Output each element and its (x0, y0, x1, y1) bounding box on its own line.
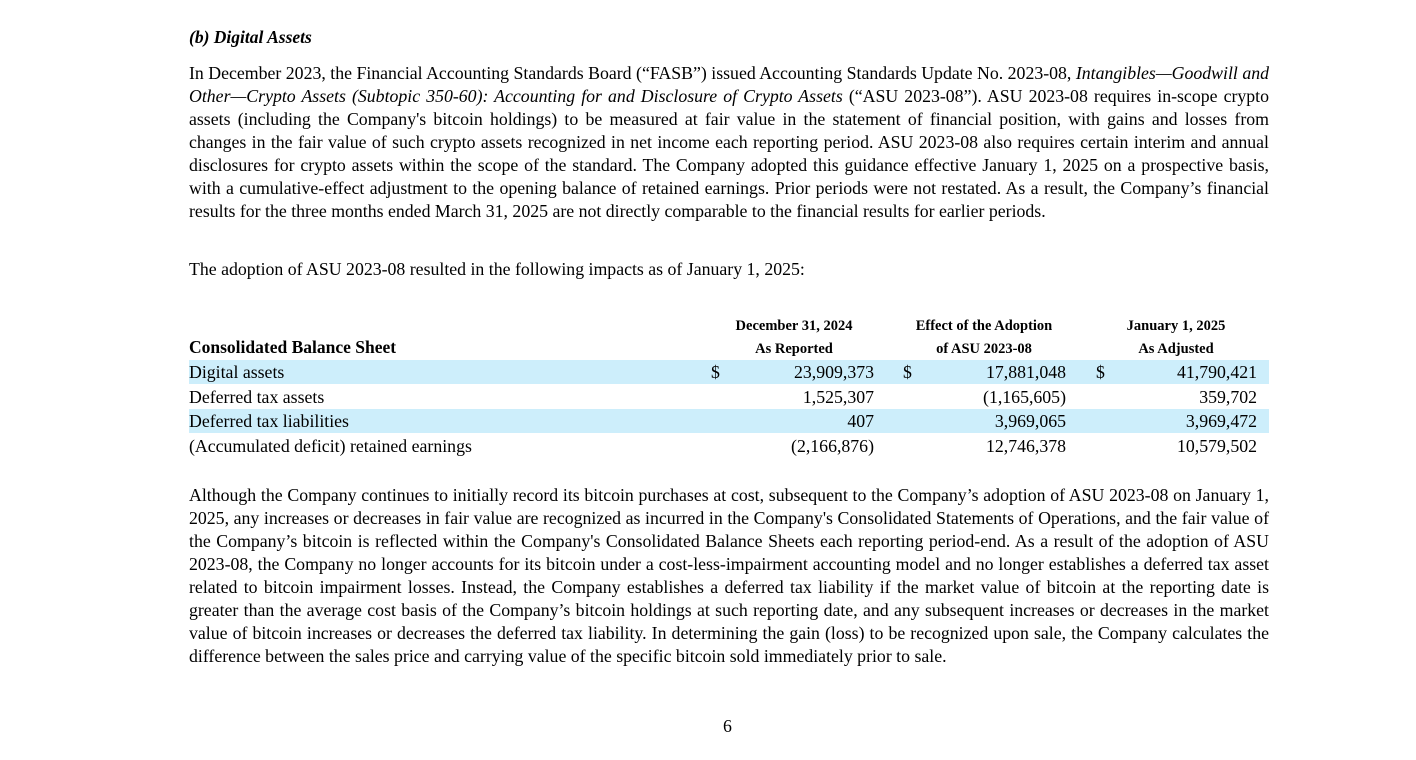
currency-symbol: $ (711, 362, 720, 382)
table-row (189, 409, 1269, 433)
asu-title-italic: Intangibles—Goodwill and Other—Crypto Assets (Subtopic 350-60): Accounting for and Disclosure of Crypto Assets (189, 63, 1269, 106)
table-row (189, 360, 1269, 384)
cell-as-reported: 407 (847, 411, 874, 431)
cell-as-adjusted: 3,969,472 (1185, 411, 1257, 431)
table-row (189, 385, 1269, 409)
column-header-as-adjusted (1094, 315, 1258, 362)
row-label: Deferred tax assets (189, 387, 325, 407)
column-header-as-reported (712, 315, 876, 362)
column-header-line2: As Reported (712, 338, 876, 362)
cell-effect: 17,881,048 (985, 362, 1066, 382)
adoption-paragraph (189, 62, 1269, 223)
column-header-line2: As Adjusted (1094, 338, 1258, 362)
cell-as-reported: (2,166,876) (791, 436, 874, 456)
currency-symbol: $ (903, 362, 912, 382)
row-label: Deferred tax liabilities (189, 411, 349, 431)
page-number: 6 (723, 716, 732, 736)
cell-as-adjusted: 10,579,502 (1176, 436, 1257, 456)
cell-effect: 3,969,065 (994, 411, 1066, 431)
cell-as-reported: 1,525,307 (802, 387, 874, 407)
adoption-paragraph-text-2: (“ASU 2023-08”). ASU 2023-08 requires in-scope crypto assets (including the Company's bitcoin holdings) to be measured at fair value in the statement of financial position, with gains and losses from changes in the fair value of such crypto assets recognized in net income each reporting period. ASU 2023-08 also requires certain interim and annual disclosures for crypto assets within the scope of the standard. The Company adopted this guidance effective January 1, 2025 on a prospective basis, with a cumulative-effect adjustment to the opening balance of retained earnings. Prior periods were not restated. As a result, the Company’s financial results for the three months ended March 31, 2025 are not directly comparable to the financial results for earlier periods. (189, 86, 1269, 221)
cell-effect: (1,165,605) (983, 387, 1066, 407)
row-label: (Accumulated deficit) retained earnings (189, 436, 472, 456)
column-header-line1: Effect of the Adoption (915, 318, 1053, 334)
row-label: Digital assets (189, 362, 285, 382)
column-header-line1: January 1, 2025 (1126, 318, 1226, 334)
column-header-line2: of ASU 2023-08 (902, 338, 1066, 362)
currency-symbol: $ (1096, 362, 1105, 382)
cell-as-adjusted: 359,702 (1199, 387, 1257, 407)
cell-as-adjusted: 41,790,421 (1176, 362, 1257, 382)
column-header-line1: December 31, 2024 (735, 318, 853, 334)
cell-as-reported: 23,909,373 (793, 362, 874, 382)
adoption-paragraph-text-1: In December 2023, the Financial Accounting Standards Board (“FASB”) issued Accounting Standards Update No. 2023-08, (189, 63, 1076, 83)
table-row (189, 434, 1269, 458)
section-heading: (b) Digital Assets (189, 27, 312, 47)
column-header-effect-of-adoption (902, 315, 1066, 362)
impacts-intro-paragraph: The adoption of ASU 2023-08 resulted in the following impacts as of January 1, 2025: (189, 259, 805, 279)
cell-effect: 12,746,378 (985, 436, 1066, 456)
fair-value-paragraph: Although the Company continues to initially record its bitcoin purchases at cost, subsequent to the Company’s adoption of ASU 2023-08 on January 1, 2025, any increases or decreases in fair value are recognized as incurred in the Company's Consolidated Statements of Operations, and the fair value of the Company’s bitcoin is reflected within the Company's Consolidated Balance Sheets each reporting period-end. As a result of the adoption of ASU 2023-08, the Company no longer accounts for its bitcoin under a cost-less-impairment accounting model and no longer establishes a deferred tax asset related to bitcoin impairment losses. Instead, the Company establishes a deferred tax liability if the market value of bitcoin at the reporting date is greater than the average cost basis of the Company’s bitcoin holdings at such reporting date, and any subsequent increases or decreases in the market value of bitcoin increases or decreases the deferred tax liability. In determining the gain (loss) to be recognized upon sale, the Company calculates the difference between the sales price and carrying value of the specific bitcoin sold immediately prior to sale. (189, 485, 1269, 666)
table-caption: Consolidated Balance Sheet (189, 337, 397, 357)
